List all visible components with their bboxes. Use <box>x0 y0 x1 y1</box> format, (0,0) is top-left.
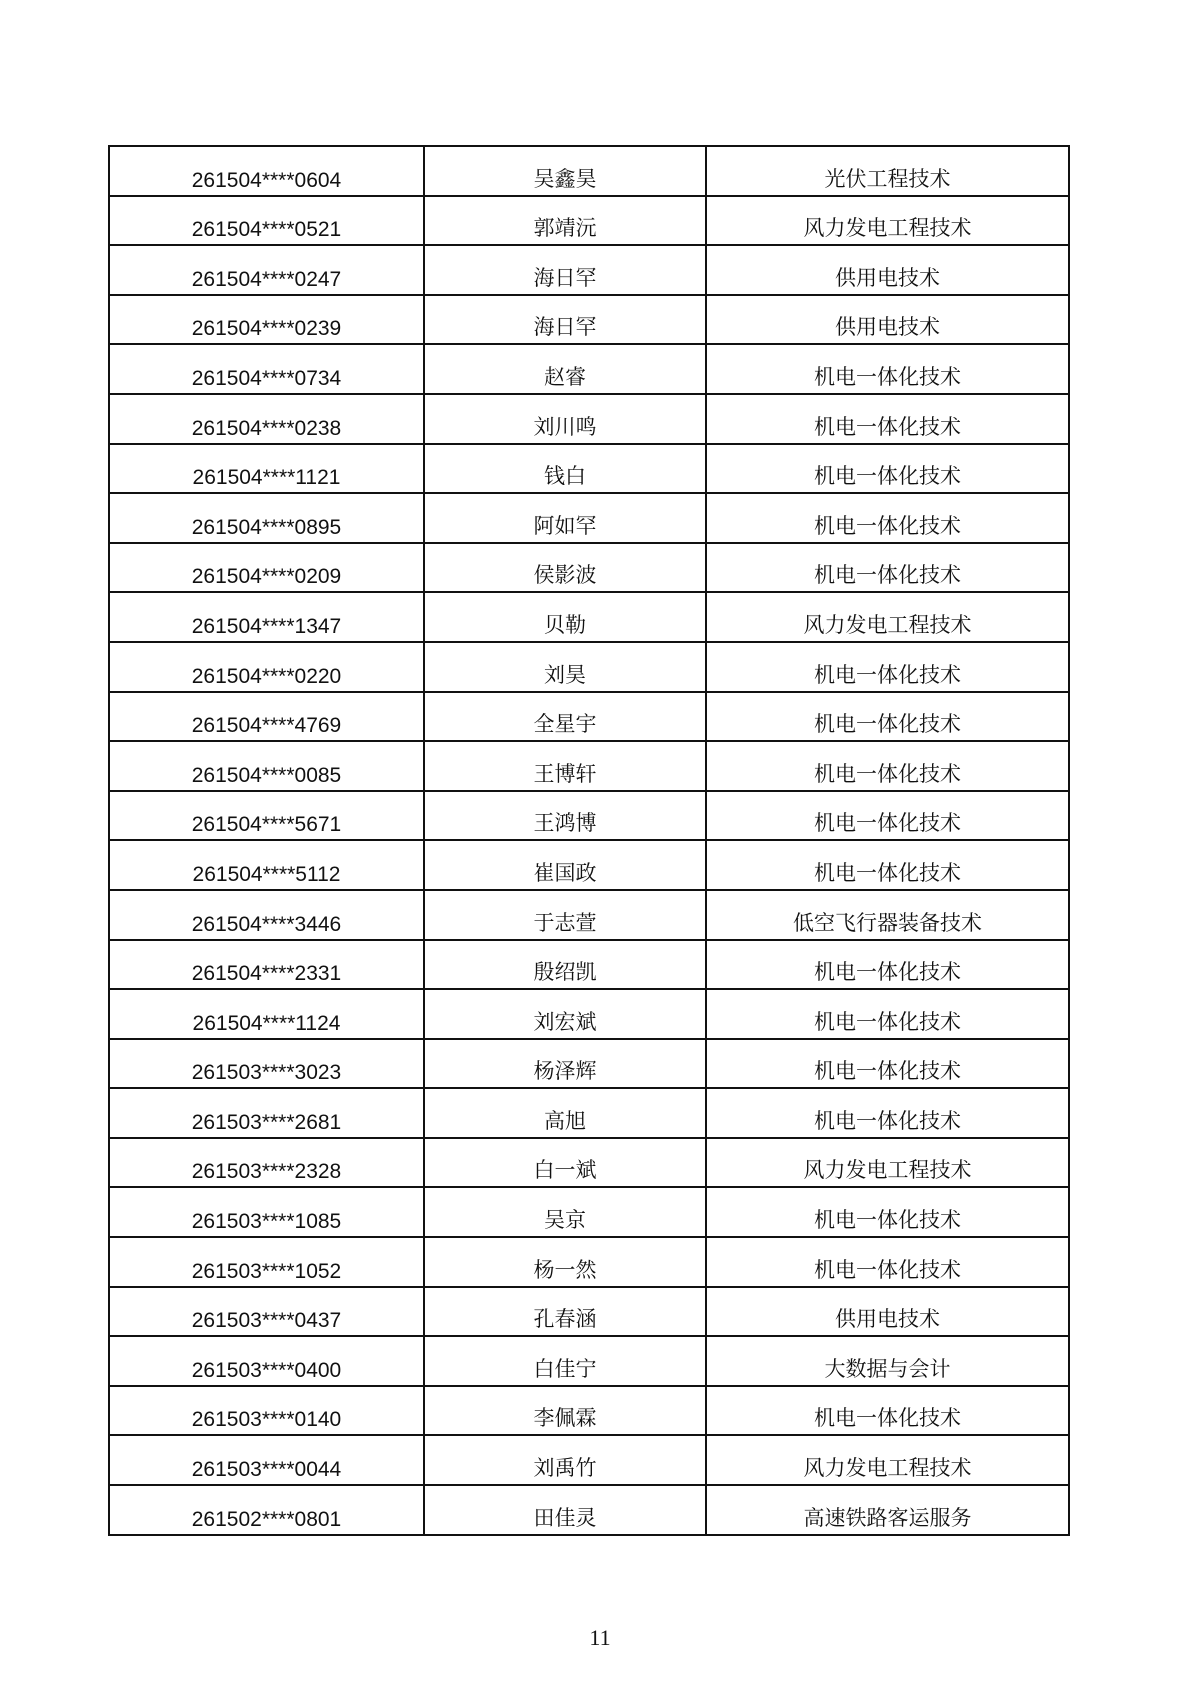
id-cell: 261503****2328 <box>109 1138 424 1188</box>
table-row <box>109 196 1069 246</box>
major-cell: 机电一体化技术 <box>706 1237 1069 1287</box>
major-cell: 机电一体化技术 <box>706 642 1069 692</box>
name-cell: 侯影波 <box>424 543 706 593</box>
major-cell: 风力发电工程技术 <box>706 196 1069 246</box>
major-cell: 机电一体化技术 <box>706 791 1069 841</box>
name-cell: 刘宏斌 <box>424 989 706 1039</box>
table-row <box>109 791 1069 841</box>
table-row <box>109 344 1069 394</box>
id-cell: 261504****1124 <box>109 989 424 1039</box>
major-cell: 机电一体化技术 <box>706 940 1069 990</box>
name-cell: 吴京 <box>424 1187 706 1237</box>
major-cell: 机电一体化技术 <box>706 1039 1069 1089</box>
major-cell: 高速铁路客运服务 <box>706 1485 1069 1535</box>
name-cell: 刘昊 <box>424 642 706 692</box>
name-cell: 钱白 <box>424 444 706 494</box>
table-row <box>109 989 1069 1039</box>
id-cell: 261504****0220 <box>109 642 424 692</box>
id-cell: 261504****0238 <box>109 394 424 444</box>
major-cell: 风力发电工程技术 <box>706 1138 1069 1188</box>
major-cell: 机电一体化技术 <box>706 543 1069 593</box>
major-cell: 光伏工程技术 <box>706 146 1069 196</box>
major-cell: 低空飞行器装备技术 <box>706 890 1069 940</box>
table-row <box>109 1187 1069 1237</box>
name-cell: 海日罕 <box>424 245 706 295</box>
major-cell: 机电一体化技术 <box>706 692 1069 742</box>
major-cell: 机电一体化技术 <box>706 493 1069 543</box>
id-cell: 261504****0085 <box>109 741 424 791</box>
major-cell: 机电一体化技术 <box>706 1187 1069 1237</box>
table-row <box>109 1485 1069 1535</box>
name-cell: 赵睿 <box>424 344 706 394</box>
table-row <box>109 642 1069 692</box>
major-cell: 机电一体化技术 <box>706 840 1069 890</box>
name-cell: 李佩霖 <box>424 1386 706 1436</box>
table-row <box>109 1088 1069 1138</box>
table-row <box>109 1138 1069 1188</box>
major-cell: 大数据与会计 <box>706 1336 1069 1386</box>
table-row <box>109 1386 1069 1436</box>
table-row <box>109 840 1069 890</box>
major-cell: 供用电技术 <box>706 1287 1069 1337</box>
table-row <box>109 543 1069 593</box>
major-cell: 风力发电工程技术 <box>706 1435 1069 1485</box>
major-cell: 机电一体化技术 <box>706 444 1069 494</box>
table-row <box>109 1287 1069 1337</box>
major-cell: 机电一体化技术 <box>706 394 1069 444</box>
name-cell: 郭靖沅 <box>424 196 706 246</box>
name-cell: 崔国政 <box>424 840 706 890</box>
name-cell: 刘禹竹 <box>424 1435 706 1485</box>
table-row <box>109 1435 1069 1485</box>
table-row <box>109 295 1069 345</box>
table-row <box>109 394 1069 444</box>
table-row <box>109 592 1069 642</box>
id-cell: 261504****5671 <box>109 791 424 841</box>
major-cell: 机电一体化技术 <box>706 344 1069 394</box>
major-cell: 机电一体化技术 <box>706 1088 1069 1138</box>
name-cell: 贝勒 <box>424 592 706 642</box>
table-row <box>109 245 1069 295</box>
id-cell: 261504****1121 <box>109 444 424 494</box>
id-cell: 261504****0247 <box>109 245 424 295</box>
table-row <box>109 493 1069 543</box>
major-cell: 供用电技术 <box>706 245 1069 295</box>
major-cell: 机电一体化技术 <box>706 1386 1069 1436</box>
id-cell: 261503****0140 <box>109 1386 424 1436</box>
name-cell: 吴鑫昊 <box>424 146 706 196</box>
name-cell: 田佳灵 <box>424 1485 706 1535</box>
name-cell: 白佳宁 <box>424 1336 706 1386</box>
name-cell: 高旭 <box>424 1088 706 1138</box>
id-cell: 261504****0209 <box>109 543 424 593</box>
id-cell: 261503****0437 <box>109 1287 424 1337</box>
id-cell: 261504****3446 <box>109 890 424 940</box>
id-cell: 261503****1085 <box>109 1187 424 1237</box>
id-cell: 261503****0400 <box>109 1336 424 1386</box>
name-cell: 杨一然 <box>424 1237 706 1287</box>
id-cell: 261503****0044 <box>109 1435 424 1485</box>
student-list-table <box>108 145 1070 1536</box>
id-cell: 261504****5112 <box>109 840 424 890</box>
name-cell: 白一斌 <box>424 1138 706 1188</box>
name-cell: 于志萱 <box>424 890 706 940</box>
table-row <box>109 890 1069 940</box>
name-cell: 全星宇 <box>424 692 706 742</box>
name-cell: 王博轩 <box>424 741 706 791</box>
table-row <box>109 1336 1069 1386</box>
name-cell: 王鸿博 <box>424 791 706 841</box>
name-cell: 刘川鸣 <box>424 394 706 444</box>
table-row <box>109 940 1069 990</box>
table-row <box>109 444 1069 494</box>
major-cell: 风力发电工程技术 <box>706 592 1069 642</box>
id-cell: 261504****4769 <box>109 692 424 742</box>
id-cell: 261504****0239 <box>109 295 424 345</box>
major-cell: 机电一体化技术 <box>706 989 1069 1039</box>
id-cell: 261504****2331 <box>109 940 424 990</box>
id-cell: 261504****0604 <box>109 146 424 196</box>
page-number: 11 <box>589 1625 611 1650</box>
name-cell: 杨泽辉 <box>424 1039 706 1089</box>
id-cell: 261503****3023 <box>109 1039 424 1089</box>
table-row <box>109 741 1069 791</box>
name-cell: 海日罕 <box>424 295 706 345</box>
id-cell: 261504****0895 <box>109 493 424 543</box>
table-row <box>109 1039 1069 1089</box>
name-cell: 孔春涵 <box>424 1287 706 1337</box>
major-cell: 供用电技术 <box>706 295 1069 345</box>
id-cell: 261503****1052 <box>109 1237 424 1287</box>
id-cell: 261504****1347 <box>109 592 424 642</box>
table-row <box>109 692 1069 742</box>
major-cell: 机电一体化技术 <box>706 741 1069 791</box>
name-cell: 殷绍凯 <box>424 940 706 990</box>
table-row <box>109 146 1069 196</box>
id-cell: 261503****2681 <box>109 1088 424 1138</box>
table-row <box>109 1237 1069 1287</box>
id-cell: 261504****0734 <box>109 344 424 394</box>
name-cell: 阿如罕 <box>424 493 706 543</box>
id-cell: 261504****0521 <box>109 196 424 246</box>
id-cell: 261502****0801 <box>109 1485 424 1535</box>
